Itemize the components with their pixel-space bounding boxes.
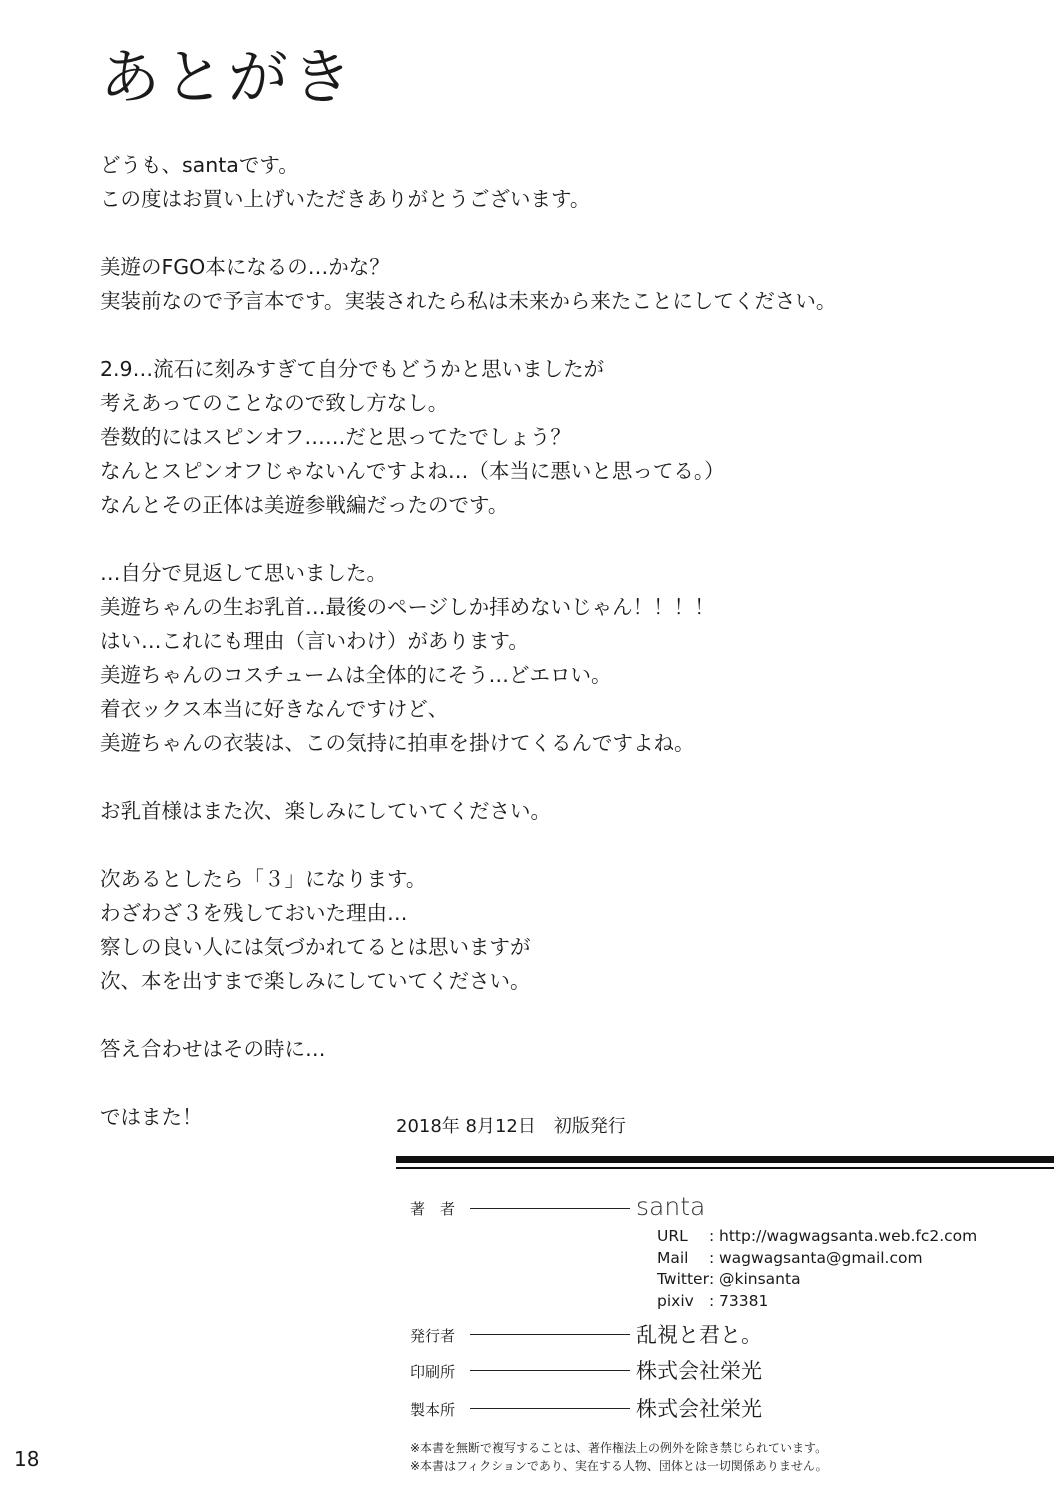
text-line: 次あるとしたら「３」になります。 bbox=[100, 867, 427, 891]
contact-mail: Mail : wagwagsanta@gmail.com bbox=[657, 1248, 923, 1267]
copyright-note: ※本書を無断で複写することは、著作権法上の例外を除き禁じられています。 bbox=[410, 1441, 828, 1455]
page-number: 18 bbox=[14, 1447, 40, 1471]
legal-notes bbox=[410, 1439, 828, 1475]
contact-twitter: Twitter: @kinsanta bbox=[657, 1270, 801, 1288]
leader-line bbox=[470, 1208, 630, 1209]
paragraph bbox=[100, 556, 900, 760]
leader-line bbox=[470, 1408, 630, 1409]
text-line: 答え合わせはその時に… bbox=[100, 1037, 326, 1061]
text-line: 考えあってのことなので致し方なし。 bbox=[100, 391, 449, 415]
colophon-divider-thick bbox=[396, 1156, 1054, 1163]
text-line: 着衣ックス本当に好きなんですけど、 bbox=[100, 697, 449, 721]
fiction-disclaimer: ※本書はフィクションであり、実在する人物、団体とは一切関係ありません。 bbox=[410, 1459, 828, 1473]
text-line: この度はお買い上げいただきありがとうございます。 bbox=[100, 187, 591, 211]
author-name: santa bbox=[636, 1192, 706, 1221]
publisher-name: 乱視と君と。 bbox=[636, 1323, 762, 1347]
paragraph bbox=[100, 1032, 900, 1066]
author-contacts bbox=[657, 1226, 977, 1312]
afterword-body bbox=[100, 148, 900, 1134]
twitter-value: @kinsanta bbox=[719, 1270, 801, 1288]
author-label: 著 者 bbox=[410, 1200, 456, 1218]
publisher-label: 発行者 bbox=[410, 1327, 456, 1345]
text-line: 次、本を出すまで楽しみにしていてください。 bbox=[100, 969, 531, 993]
text-line: 美遊ちゃんの衣装は、この気持に拍車を掛けてくるんですよね。 bbox=[100, 731, 695, 755]
binder-name: 株式会社栄光 bbox=[636, 1397, 762, 1421]
text-line: 美遊のFGO本になるの…かな？ bbox=[100, 255, 390, 279]
text-line: 実装前なので予言本です。実装されたら私は未来から来たことにしてください。 bbox=[100, 289, 837, 313]
paragraph bbox=[100, 352, 900, 522]
page-title: あとがき bbox=[100, 43, 356, 113]
contact-pixiv: pixiv : 73381 bbox=[657, 1291, 769, 1310]
mail-value: wagwagsanta@gmail.com bbox=[719, 1248, 923, 1267]
paragraph bbox=[100, 148, 900, 216]
text-line: わざわざ３を残しておいた理由… bbox=[100, 901, 408, 925]
paragraph bbox=[100, 794, 900, 828]
text-line: 美遊ちゃんの生お乳首…最後のページしか拝めないじゃん！！！！ bbox=[100, 595, 715, 619]
text-line: どうも、santaです。 bbox=[100, 153, 299, 177]
paragraph bbox=[100, 862, 900, 998]
text-line: はい…これにも理由（言いわけ）があります。 bbox=[100, 629, 529, 653]
paragraph bbox=[100, 250, 900, 318]
leader-line bbox=[470, 1334, 630, 1335]
text-line: …自分で見返して思いました。 bbox=[100, 561, 387, 585]
printer-label: 印刷所 bbox=[410, 1363, 456, 1381]
pixiv-value: 73381 bbox=[719, 1291, 769, 1310]
printer-name: 株式会社栄光 bbox=[636, 1359, 762, 1383]
binder-label: 製本所 bbox=[410, 1401, 456, 1419]
text-line: 巻数的にはスピンオフ……だと思ってたでしょう？ bbox=[100, 425, 571, 449]
text-line: なんとその正体は美遊参戦編だったのです。 bbox=[100, 493, 509, 517]
publication-date: 2018年 8月12日 初版発行 bbox=[396, 1116, 626, 1137]
text-line: なんとスピンオフじゃないんですよね…（本当に悪いと思ってる。） bbox=[100, 459, 725, 483]
text-line: お乳首様はまた次、楽しみにしていてください。 bbox=[100, 799, 551, 823]
leader-line bbox=[470, 1370, 630, 1371]
contact-url: URL : http://wagwagsanta.web.fc2.com bbox=[657, 1227, 978, 1245]
colophon-divider-thin bbox=[396, 1167, 1054, 1169]
text-line: ではまた！ bbox=[100, 1105, 203, 1129]
text-line: 2.9…流石に刻みすぎて自分でもどうかと思いましたが bbox=[100, 357, 605, 381]
text-line: 察しの良い人には気づかれてるとは思いますが bbox=[100, 935, 531, 959]
text-line: 美遊ちゃんのコスチュームは全体的にそう…どエロい。 bbox=[100, 663, 612, 687]
url-value: http://wagwagsanta.web.fc2.com bbox=[719, 1227, 978, 1245]
